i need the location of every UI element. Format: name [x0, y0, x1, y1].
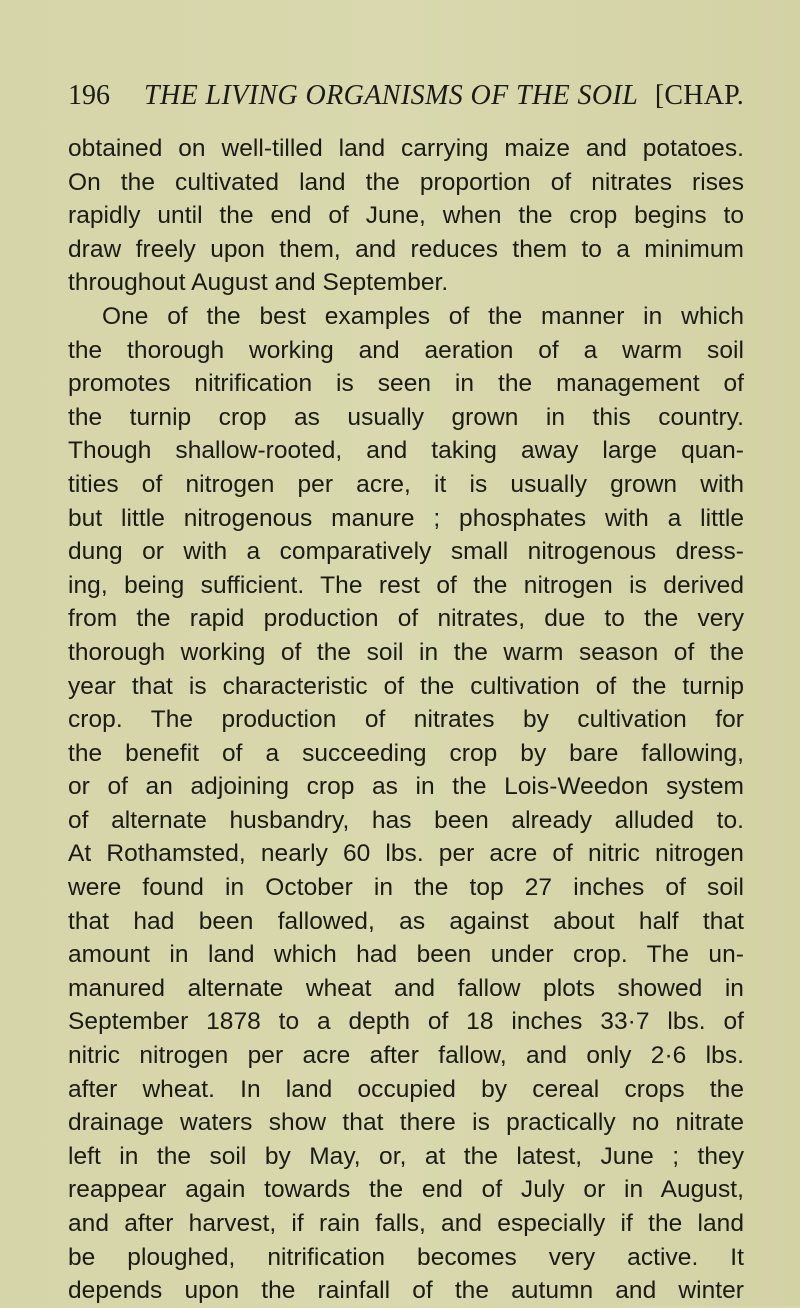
text-line: and after harvest, if rain falls, and especially if the land	[68, 1210, 744, 1237]
page-number: 196	[68, 80, 110, 111]
text-line: promotes nitrification is seen in the management of	[68, 370, 744, 398]
text-line: or of an adjoining crop as in the Lois-Weedon system	[68, 773, 744, 801]
text-line: thorough working of the soil in the warm season of the	[68, 638, 744, 666]
text-line: September 1878 to a depth of 18 inches 33·7 lbs. of	[68, 1008, 744, 1036]
running-title: THE LIVING ORGANISMS OF THE SOIL	[144, 80, 639, 111]
text-line: ing, being sufficient. The rest of the nitrogen is derived	[68, 571, 744, 599]
text-line: be ploughed, nitrification becomes very active. It	[68, 1243, 744, 1271]
text-line: year that is characteristic of the cultivation of the turnip	[68, 672, 744, 700]
text-line: crop. The production of nitrates by cultivation for	[68, 706, 744, 734]
text-line: the thorough working and aeration of a warm soil	[68, 336, 744, 364]
text-line: the benefit of a succeeding crop by bare fallowing,	[68, 739, 744, 767]
text-line: after wheat. In land occupied by cereal crops the	[68, 1075, 744, 1103]
text-line: reappear again towards the end of July or in August,	[68, 1176, 744, 1204]
text-line: manured alternate wheat and fallow plots showed in	[68, 974, 744, 1002]
text-line: tities of nitrogen per acre, it is usually grown with	[68, 470, 744, 498]
text-line: from the rapid production of nitrates, due to the very	[68, 605, 744, 633]
text-line: On the cultivated land the proportion of nitrates rises	[68, 168, 744, 196]
text-line: amount in land which had been under crop. The un-	[68, 941, 744, 969]
text-line: One of the best examples of the manner in which	[102, 302, 744, 330]
text-line: dung or with a comparatively small nitrogenous dress-	[68, 538, 744, 566]
text-line: draw freely upon them, and reduces them to a minimum	[68, 235, 744, 263]
text-line: depends upon the rainfall of the autumn and winter	[68, 1277, 744, 1305]
text-line: were found in October in the top 27 inches of soil	[68, 874, 744, 902]
page-header	[68, 76, 744, 116]
text-line: of alternate husbandry, has been already alluded to.	[68, 806, 744, 834]
text-line: the turnip crop as usually grown in this country.	[68, 403, 744, 431]
text-line: nitric nitrogen per acre after fallow, and only 2·6 lbs.	[68, 1042, 744, 1070]
text-line: At Rothamsted, nearly 60 lbs. per acre of nitric nitrogen	[68, 840, 744, 868]
text-line: left in the soil by May, or, at the latest, June ; they	[68, 1142, 744, 1170]
page-body	[68, 132, 744, 1308]
text-line: Though shallow-rooted, and taking away large quan-	[68, 437, 744, 465]
chapter-mark: [CHAP.	[654, 80, 744, 111]
text-line: drainage waters show that there is practically no nitrate	[68, 1109, 744, 1137]
text-line: that had been fallowed, as against about half that	[68, 907, 744, 935]
text-line: rapidly until the end of June, when the crop begins to	[68, 202, 744, 230]
text-line: throughout August and September.	[68, 269, 449, 297]
text-line: obtained on well-tilled land carrying maize and potatoes.	[68, 135, 744, 162]
text-line: but little nitrogenous manure ; phosphates with a little	[68, 504, 744, 532]
